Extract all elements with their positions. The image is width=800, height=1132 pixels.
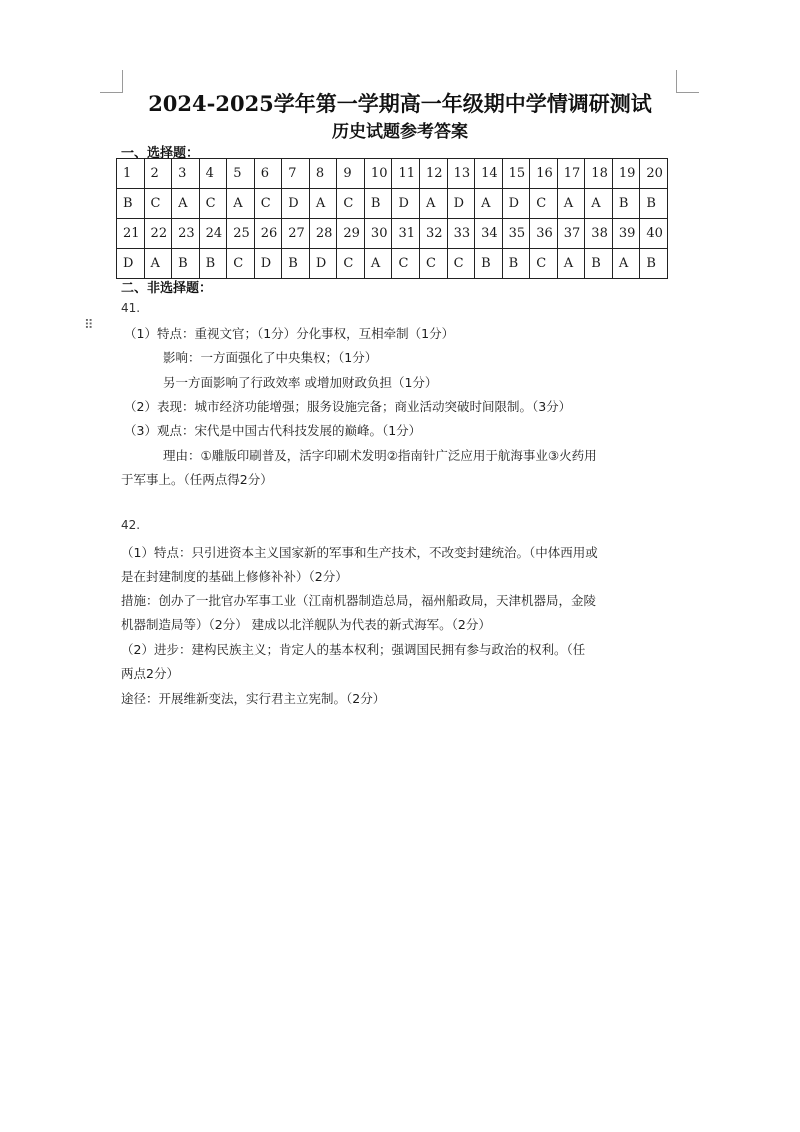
answer-number-cell: 2	[144, 159, 172, 189]
answer-number-cell: 5	[227, 159, 255, 189]
answer-number-cell: 35	[502, 219, 530, 249]
answer-number-cell: 27	[282, 219, 310, 249]
answer-letter-cell: C	[144, 189, 172, 219]
document-title: 2024-2025学年第一学期高一年级期中学情调研测试	[148, 91, 652, 116]
answer-number-cell: 36	[530, 219, 558, 249]
q42-line: （1）特点：只引进资本主义国家新的军事和生产技术，不改变封建统治。（中体西用或	[121, 545, 598, 560]
answer-letter-cell: C	[530, 249, 558, 279]
answer-number-cell: 10	[364, 159, 392, 189]
answer-letter-cell: C	[447, 249, 475, 279]
answer-number-cell: 9	[337, 159, 365, 189]
q42-line: 机器制造局等）（2分） 建成以北洋舰队为代表的新式海军。（2分）	[121, 617, 491, 632]
answer-letter-cell: B	[364, 189, 392, 219]
answer-letter-cell: B	[640, 249, 668, 279]
q41-line: 另一方面影响了行政效率 或增加财政负担（1分）	[163, 375, 438, 390]
answer-number-cell: 7	[282, 159, 310, 189]
answer-letter-cell: A	[309, 189, 337, 219]
answer-number-cell: 34	[475, 219, 503, 249]
answer-letter-cell: B	[585, 249, 613, 279]
answer-letter-cell: C	[337, 249, 365, 279]
answer-letter-cell: A	[144, 249, 172, 279]
answer-number-cell: 19	[612, 159, 640, 189]
q41-line: （2）表现：城市经济功能增强；服务设施完备；商业活动突破时间限制。（3分）	[124, 399, 572, 414]
answer-letter-cell: B	[502, 249, 530, 279]
answer-letter-cell: B	[199, 249, 227, 279]
answer-number-cell: 24	[199, 219, 227, 249]
answer-letter-cell: C	[227, 249, 255, 279]
answer-number-cell: 1	[117, 159, 145, 189]
answer-letter-cell: C	[254, 189, 282, 219]
answer-number-cell: 12	[420, 159, 448, 189]
answer-letter-cell: D	[254, 249, 282, 279]
answer-table	[116, 158, 668, 279]
q41-line: （3）观点：宋代是中国古代科技发展的巅峰。（1分）	[124, 423, 422, 438]
answer-letter-cell: A	[420, 189, 448, 219]
answer-letter-cell: D	[117, 249, 145, 279]
table-row	[117, 159, 668, 189]
answer-letter-cell: A	[364, 249, 392, 279]
question-41-number: 41.	[121, 301, 141, 315]
table-row	[117, 249, 668, 279]
answer-number-cell: 4	[199, 159, 227, 189]
answer-number-cell: 33	[447, 219, 475, 249]
table-row	[117, 189, 668, 219]
answer-number-cell: 30	[364, 219, 392, 249]
answer-letter-cell: B	[640, 189, 668, 219]
answer-letter-cell: B	[282, 249, 310, 279]
answer-number-cell: 31	[392, 219, 420, 249]
answer-number-cell: 29	[337, 219, 365, 249]
answer-letter-cell: D	[447, 189, 475, 219]
q42-line: 两点2分）	[121, 666, 179, 681]
answer-letter-cell: C	[530, 189, 558, 219]
answer-letter-cell: D	[282, 189, 310, 219]
answer-number-cell: 8	[309, 159, 337, 189]
answer-number-cell: 37	[557, 219, 585, 249]
answer-number-cell: 16	[530, 159, 558, 189]
answer-letter-cell: A	[172, 189, 200, 219]
answer-number-cell: 28	[309, 219, 337, 249]
answer-number-cell: 32	[420, 219, 448, 249]
answer-number-cell: 25	[227, 219, 255, 249]
section-choice-heading: 一、选择题：	[121, 146, 200, 161]
question-42-number: 42.	[121, 518, 141, 532]
q41-line: 于军事上。（任两点得2分）	[121, 472, 273, 487]
q41-line: （1）特点：重视文官；（1分）分化事权，互相牵制（1分）	[124, 326, 455, 341]
q41-line: 理由：①雕版印刷普及，活字印刷术发明②指南针广泛应用于航海事业③火药用	[163, 448, 597, 463]
answer-number-cell: 22	[144, 219, 172, 249]
answer-letter-cell: B	[117, 189, 145, 219]
table-row	[117, 219, 668, 249]
answer-letter-cell: A	[612, 249, 640, 279]
q41-line: 影响：一方面强化了中央集权；（1分）	[163, 350, 378, 365]
answer-letter-cell: A	[557, 189, 585, 219]
answer-letter-cell: C	[392, 249, 420, 279]
answer-letter-cell: A	[475, 189, 503, 219]
answer-number-cell: 23	[172, 219, 200, 249]
answer-letter-cell: D	[392, 189, 420, 219]
answer-number-cell: 26	[254, 219, 282, 249]
answer-number-cell: 14	[475, 159, 503, 189]
answer-number-cell: 15	[502, 159, 530, 189]
answer-number-cell: 6	[254, 159, 282, 189]
answer-number-cell: 20	[640, 159, 668, 189]
answer-letter-cell: B	[172, 249, 200, 279]
section-nonchoice-heading: 二、非选择题：	[121, 281, 213, 296]
answer-letter-cell: B	[475, 249, 503, 279]
answer-letter-cell: A	[227, 189, 255, 219]
answer-letter-cell: B	[612, 189, 640, 219]
document-subtitle: 历史试题参考答案	[332, 122, 468, 142]
answer-letter-cell: C	[420, 249, 448, 279]
answer-letter-cell: A	[585, 189, 613, 219]
answer-number-cell: 40	[640, 219, 668, 249]
answer-number-cell: 3	[172, 159, 200, 189]
answer-number-cell: 17	[557, 159, 585, 189]
q42-line: 途径：开展维新变法，实行君主立宪制。（2分）	[121, 691, 386, 706]
answer-letter-cell: C	[199, 189, 227, 219]
q42-line: 措施：创办了一批官办军事工业（江南机器制造总局，福州船政局，天津机器局，金陵	[121, 593, 597, 608]
answer-number-cell: 13	[447, 159, 475, 189]
answer-letter-cell: C	[337, 189, 365, 219]
drag-handle-icon[interactable]: ⠿	[84, 318, 95, 333]
q42-line: （2）进步：建构民族主义；肯定人的基本权利；强调国民拥有参与政治的权利。（任	[121, 642, 586, 657]
answer-letter-cell: D	[309, 249, 337, 279]
answer-number-cell: 18	[585, 159, 613, 189]
answer-letter-cell: A	[557, 249, 585, 279]
answer-number-cell: 21	[117, 219, 145, 249]
q42-line: 是在封建制度的基础上修修补补）（2分）	[121, 569, 348, 584]
answer-number-cell: 11	[392, 159, 420, 189]
answer-letter-cell: D	[502, 189, 530, 219]
answer-number-cell: 38	[585, 219, 613, 249]
answer-number-cell: 39	[612, 219, 640, 249]
